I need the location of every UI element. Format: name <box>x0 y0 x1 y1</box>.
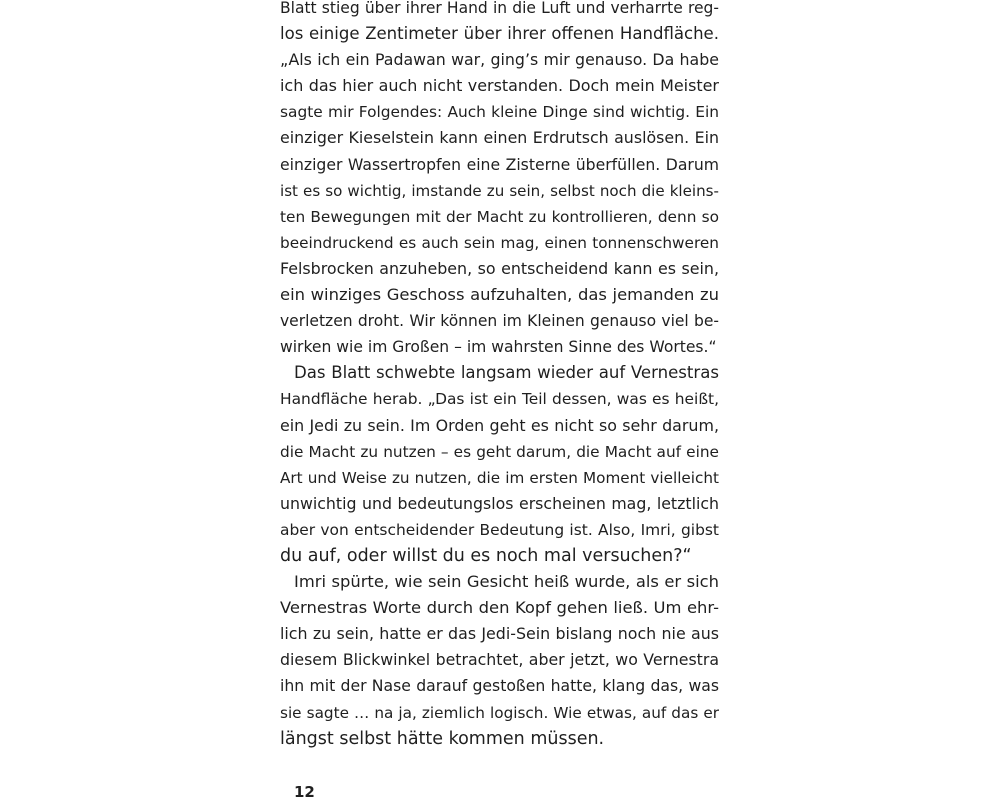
text-line: los einige Zentimeter über ihrer offenen Handfläche. <box>280 24 719 44</box>
paragraph <box>280 569 719 752</box>
text-line: die Macht zu nutzen – es geht darum, die Macht auf eine <box>280 442 719 461</box>
body-text <box>280 0 719 752</box>
text-line: Handfläche herab. „Das ist ein Teil dessen, was es heißt, <box>280 390 719 409</box>
text-line: aber von entscheidender Bedeutung ist. Also, Imri, gibst <box>280 520 719 539</box>
text-line: unwichtig und bedeutungslos erscheinen mag, letztlich <box>280 493 719 513</box>
text-line: wirken wie im Großen – im wahrsten Sinne des Wortes.“ <box>280 338 717 357</box>
text-line: ein Jedi zu sein. Im Orden geht es nicht so sehr darum, <box>280 415 719 435</box>
text-line: verletzen droht. Wir können im Kleinen genauso viel be- <box>280 312 719 331</box>
text-line: Felsbrocken anzuheben, so entscheidend kann es sein, <box>280 258 719 278</box>
text-line: ihn mit der Nase darauf gestoßen hatte, klang das, was <box>280 676 719 696</box>
text-line: ist es so wichtig, imstande zu sein, selbst noch die kleins- <box>280 181 719 200</box>
text-line: einziger Wassertropfen eine Zisterne überfüllen. Darum <box>280 154 719 174</box>
text-line: sagte mir Folgendes: Auch kleine Dinge sind wichtig. Ein <box>280 103 719 122</box>
paragraph <box>280 360 719 569</box>
text-line: du auf, oder willst du es noch mal versuchen?“ <box>280 545 692 566</box>
text-line: Blatt stieg über ihrer Hand in die Luft und verharrte reg- <box>280 0 719 17</box>
text-line: diesem Blickwinkel betrachtet, aber jetzt, wo Vernestra <box>280 650 719 670</box>
text-line: ein winziges Geschoss aufzuhalten, das jemanden zu <box>280 285 719 305</box>
text-line: „Als ich ein Padawan war, ging’s mir genauso. Da habe <box>280 50 719 70</box>
paragraph <box>280 0 719 360</box>
text-line: Vernestras Worte durch den Kopf gehen ließ. Um ehr- <box>280 598 719 618</box>
text-line: ten Bewegungen mit der Macht zu kontrollieren, denn so <box>280 207 719 226</box>
text-line: Art und Weise zu nutzen, die im ersten Moment vielleicht <box>280 468 719 487</box>
text-line: beeindruckend es auch sein mag, einen tonnenschweren <box>280 233 719 252</box>
text-line: längst selbst hätte kommen müssen. <box>280 728 605 749</box>
page-number: 12 <box>294 783 315 801</box>
text-line: sie sagte … na ja, ziemlich logisch. Wie etwas, auf das er <box>280 703 719 722</box>
text-line: lich zu sein, hatte er das Jedi-Sein bislang noch nie aus <box>280 624 719 644</box>
text-line: ich das hier auch nicht verstanden. Doch mein Meister <box>280 76 719 96</box>
text-line: einziger Kieselstein kann einen Erdrutsch auslösen. Ein <box>280 128 719 148</box>
text-line: Imri spürte, wie sein Gesicht heiß wurde, als er sich <box>294 572 719 592</box>
text-line: Das Blatt schwebte langsam wieder auf Vernestras <box>294 363 719 383</box>
